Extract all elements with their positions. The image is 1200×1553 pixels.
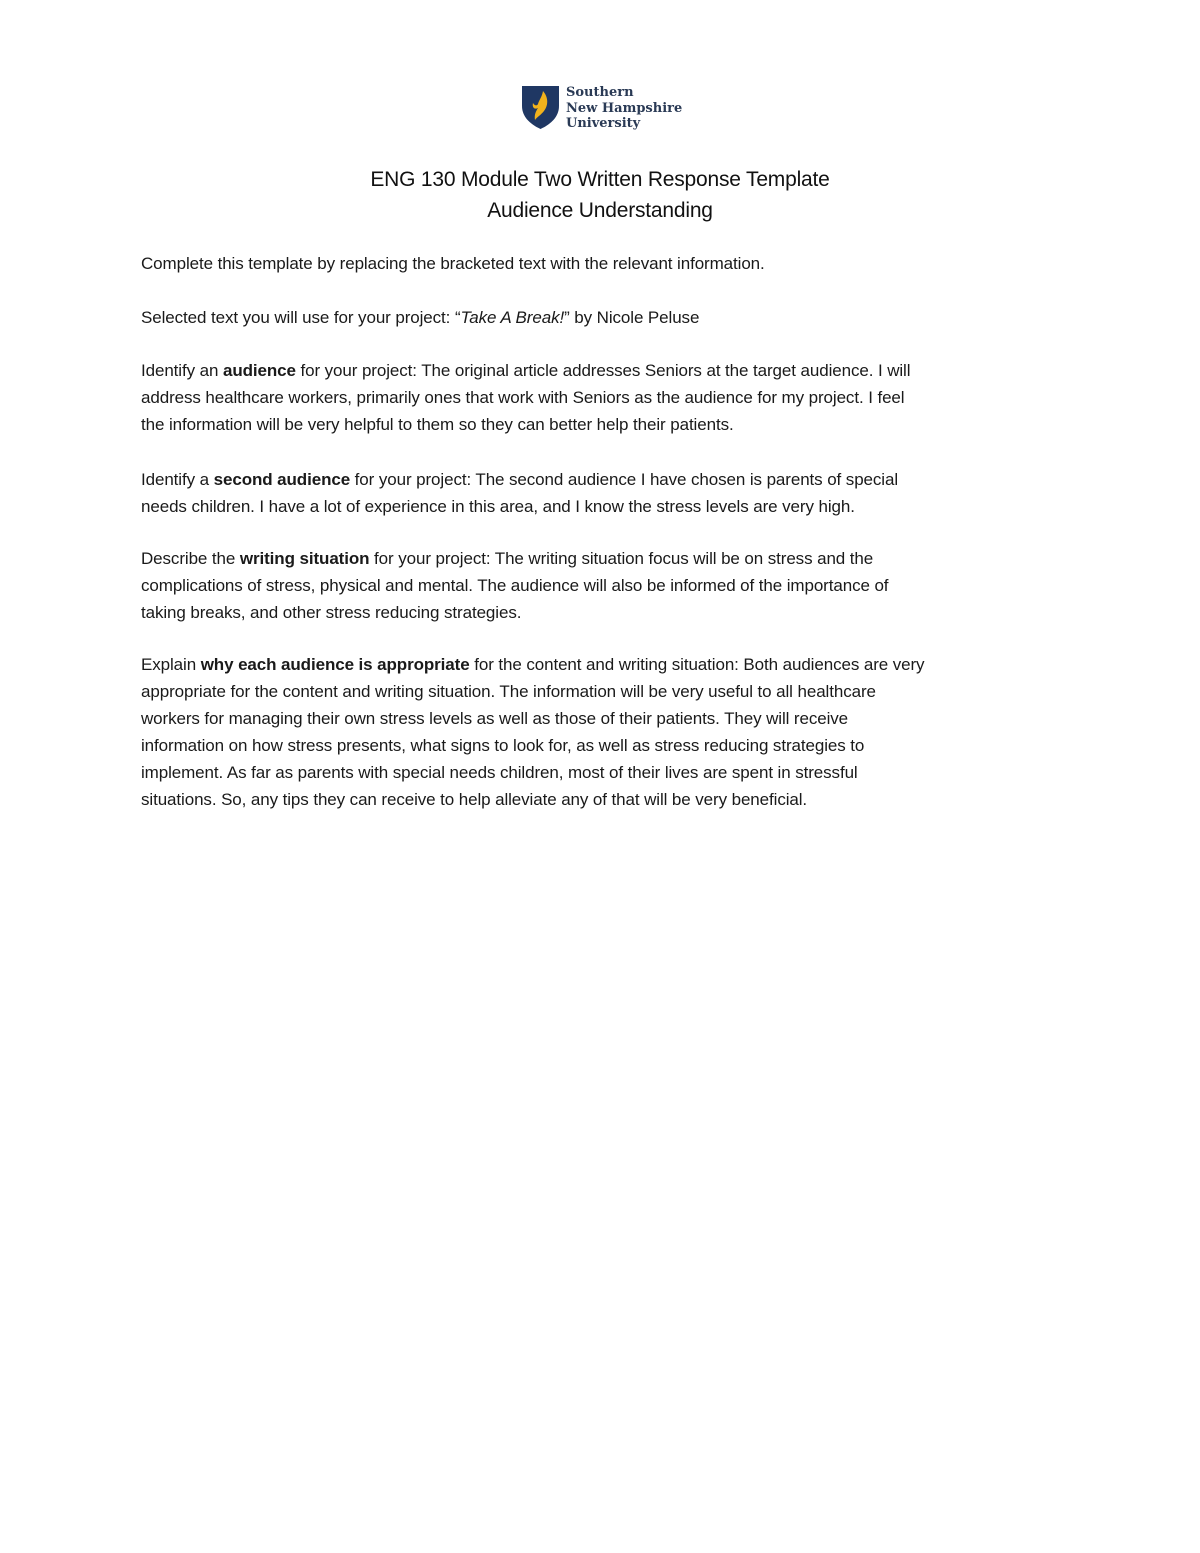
appropriateness-prefix: Explain [141, 655, 201, 674]
audience-response-line: the information will be very helpful to them so they can better help their patients. [141, 415, 734, 434]
university-logo [521, 84, 691, 132]
writing-situation-keyword: writing situation [239, 549, 370, 568]
appropriateness-response-line: workers for managing their own stress levels as well as those of their patients. They will receive [141, 709, 849, 728]
appropriateness-response-line: appropriate for the content and writing situation. The information will be very useful to all healthcare [141, 682, 876, 701]
writing-situation-paragraph [141, 545, 1076, 626]
audience-response-line: The original article addresses Seniors at the target audience. I will [421, 361, 911, 380]
appropriateness-response-line: situations. So, any tips they can receive to help alleviate any of that will be very beneficial. [141, 790, 808, 809]
appropriateness-response-line: implement. As far as parents with special needs children, most of their lives are spent in stressful [141, 763, 858, 782]
writing-situation-response-line: The writing situation focus will be on stress and the [494, 549, 874, 568]
title-line-2: Audience Understanding [487, 199, 713, 222]
writing-situation-suffix: for your project: [369, 549, 495, 568]
second-audience-keyword: second audience [213, 470, 351, 489]
appropriateness-response-line: information on how stress presents, what signs to look for, as well as stress reducing strategies to [141, 736, 865, 755]
selected-text-label: Selected text you will use for your project: [141, 308, 455, 327]
close-quote: ” [564, 308, 570, 327]
audience-paragraph [141, 357, 1076, 438]
second-audience-prefix: Identify a [141, 470, 214, 489]
selected-text-paragraph [141, 304, 1076, 331]
second-audience-response-line: The second audience I have chosen is parents of special [475, 470, 899, 489]
selected-text-author: by Nicole Peluse [569, 308, 700, 327]
shield-flame-icon [521, 84, 561, 130]
instructions-text: Complete this template by replacing the bracketed text with the relevant information. [141, 254, 765, 273]
writing-situation-prefix: Describe the [141, 549, 240, 568]
appropriateness-paragraph [141, 651, 1076, 813]
audience-response-line: address healthcare workers, primarily ones that work with Seniors as the audience for my project. I feel [141, 388, 905, 407]
instructions-paragraph [141, 250, 1076, 277]
second-audience-response-line: needs children. I have a lot of experience in this area, and I know the stress levels are very high. [141, 497, 855, 516]
audience-prefix: Identify an [141, 361, 223, 380]
title-line-1: ENG 130 Module Two Written Response Template [370, 168, 830, 191]
second-audience-suffix: for your project: [350, 470, 476, 489]
appropriateness-response-line: Both audiences are very [743, 655, 925, 674]
writing-situation-response-line: taking breaks, and other stress reducing strategies. [141, 603, 522, 622]
selected-text-title: Take A Break! [460, 308, 565, 327]
logo-line-new-hampshire: New Hampshire [566, 100, 683, 116]
audience-keyword: audience [222, 361, 296, 380]
audience-suffix: for your project: [295, 361, 422, 380]
logo-line-southern: Southern [566, 85, 634, 100]
document-body [141, 250, 1076, 813]
appropriateness-keyword: why each audience is appropriate [200, 655, 470, 674]
document-title [0, 164, 1200, 226]
open-quote: “ [454, 308, 461, 327]
appropriateness-suffix: for the content and writing situation: [469, 655, 744, 674]
logo-wordmark [566, 85, 682, 132]
logo-line-university: University [566, 116, 641, 131]
writing-situation-response-line: complications of stress, physical and mental. The audience will also be informed of the importance of [141, 576, 889, 595]
second-audience-paragraph [141, 466, 1076, 520]
